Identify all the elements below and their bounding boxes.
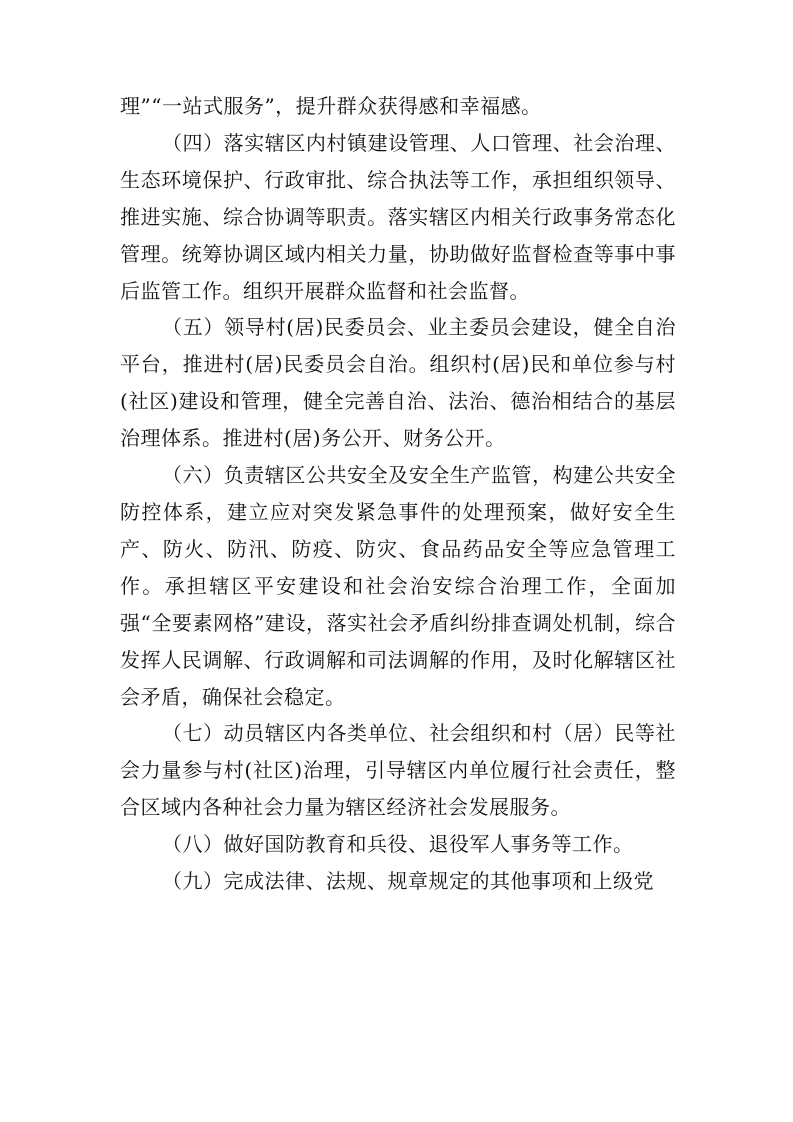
paragraph-item-8: （八）做好国防教育和兵役、退役军人事务等工作。	[162, 832, 634, 857]
paragraph-item-6: （六）负责辖区公共安全及安全生产监管，构建公共安全防控体系，建立应对突发紧急事件的处理预案，做好安全生产、防火、防汛、防疫、防灾、食品药品安全等应急管理工作。承担辖区平安建设和社会治安综合治理工作，全面加强“全要素网格”建设，落实社会矛盾纠纷排查调处机制，综合发挥人民调解、行政调解和司法调解的作用，及时化解辖区社会矛盾，确保社会稳定。	[120, 463, 676, 709]
paragraph-item-5: （五）领导村(居)民委员会、业主委员会建设，健全自治平台，推进村(居)民委员会自治。组织村(居)民和单位参与村(社区)建设和管理，健全完善自治、法治、德治相结合的基层治理体系。推进村(居)务公开、财务公开。	[120, 315, 676, 451]
document-body	[120, 88, 676, 900]
paragraph-item-9: （九）完成法律、法规、规章规定的其他事项和上级党	[162, 869, 654, 894]
paragraph-continuation: 理”“一站式服务”，提升群众获得感和幸福感。	[120, 94, 542, 118]
paragraph-item-7: （七）动员辖区内各类单位、社会组织和村（居）民等社会力量参与村(社区)治理，引导辖区内单位履行社会责任，整合区域内各种社会力量为辖区经济社会发展服务。	[120, 721, 676, 820]
paragraph-item-4: （四）落实辖区内村镇建设管理、人口管理、社会治理、生态环境保护、行政审批、综合执法等工作，承担组织领导、推进实施、综合协调等职责。落实辖区内相关行政事务常态化管理。统筹协调区域内相关力量，协助做好监督检查等事中事后监管工作。组织开展群众监督和社会监督。	[120, 130, 676, 303]
